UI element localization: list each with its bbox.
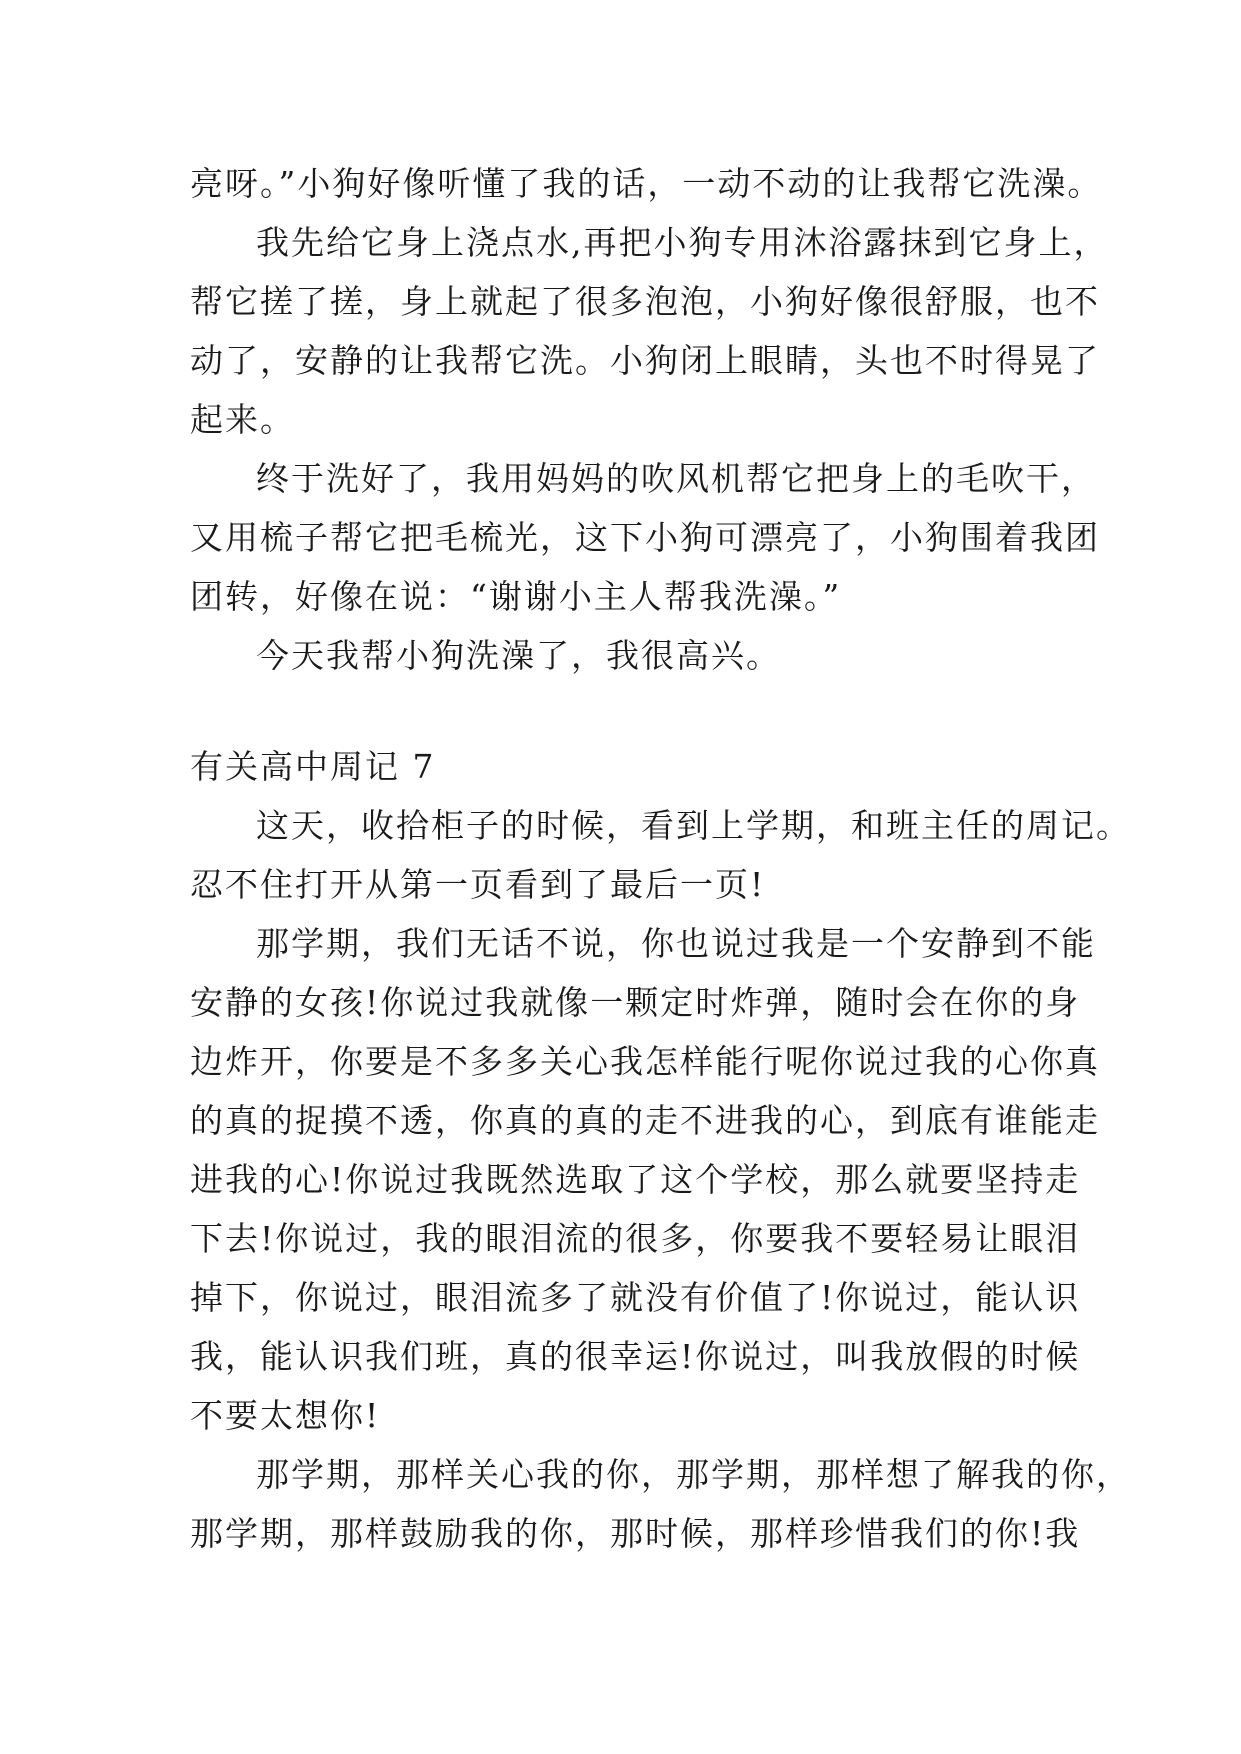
text-line: 那学期，那样鼓励我的你，那时候，那样珍惜我们的你!我 — [190, 1514, 1081, 1553]
text-line: 帮它搓了搓，身上就起了很多泡泡，小狗好像很舒服，也不 — [190, 282, 1100, 321]
text-line: 亮呀。”小狗好像听懂了我的话，一动不动的让我帮它洗澡。 — [190, 164, 1103, 203]
paragraph-start: 那学期，那样关心我的你，那学期，那样想了解我的你， — [256, 1455, 1131, 1494]
text-line: 起来。 — [190, 400, 295, 439]
text-line: 团转，好像在说：“谢谢小主人帮我洗澡。” — [190, 577, 842, 616]
text-line: 的真的捉摸不透，你真的真的走不进我的心，到底有谁能走 — [190, 1101, 1100, 1140]
text-line: 下去!你说过，我的眼泪流的很多，你要我不要轻易让眼泪 — [190, 1219, 1081, 1258]
text-line: 动了，安静的让我帮它洗。小狗闭上眼睛，头也不时得晃了 — [190, 341, 1100, 380]
paragraph-start: 那学期，我们无话不说，你也说过我是一个安静到不能 — [256, 924, 1096, 963]
paragraph-start: 今天我帮小狗洗澡了，我很高兴。 — [256, 636, 781, 675]
text-line: 掉下，你说过，眼泪流多了就没有价值了!你说过，能认识 — [190, 1278, 1081, 1317]
text-line: 进我的心!你说过我既然选取了这个学校，那么就要坚持走 — [190, 1160, 1081, 1199]
text-line: 边炸开，你要是不多多关心我怎样能行呢你说过我的心你真 — [190, 1042, 1100, 1081]
paragraph-start: 这天，收拾柜子的时候，看到上学期，和班主任的周记。 — [256, 806, 1131, 845]
text-line: 又用梳子帮它把毛梳光，这下小狗可漂亮了，小狗围着我团 — [190, 518, 1100, 557]
paragraph-start: 终于洗好了，我用妈妈的吹风机帮它把身上的毛吹干， — [256, 459, 1096, 498]
text-line: 不要太想你! — [190, 1396, 381, 1435]
text-line: 忍不住打开从第一页看到了最后一页! — [190, 865, 766, 904]
text-line: 我，能认识我们班，真的很幸运!你说过，叫我放假的时候 — [190, 1337, 1081, 1376]
section-heading: 有关高中周记 7 — [190, 747, 436, 786]
text-line: 安静的女孩!你说过我就像一颗定时炸弹，随时会在你的身 — [190, 983, 1081, 1022]
paragraph-start: 我先给它身上浇点水,再把小狗专用沐浴露抹到它身上， — [256, 223, 1109, 262]
